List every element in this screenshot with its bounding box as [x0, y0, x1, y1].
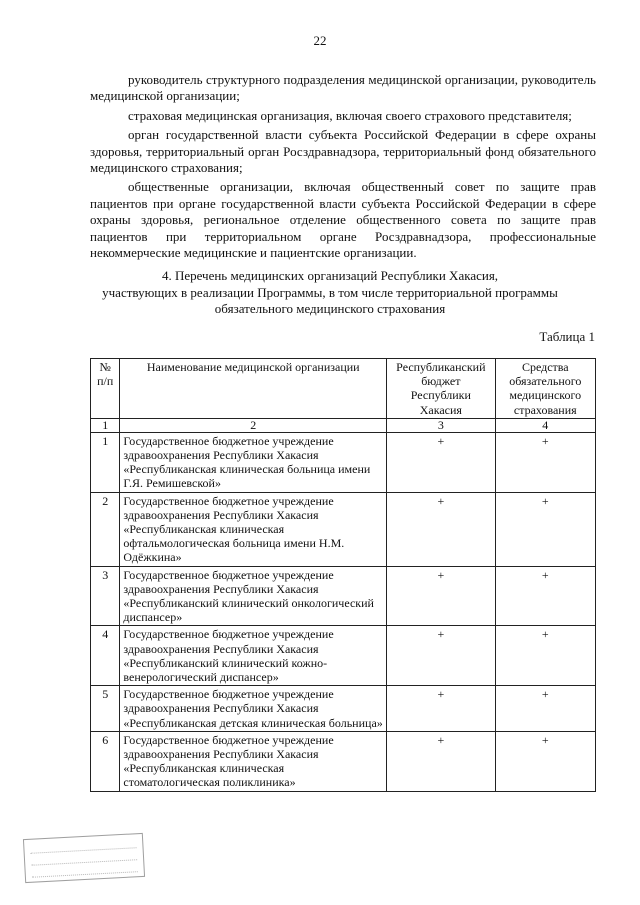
section-title-line: обязательного медицинского страхования	[214, 301, 446, 316]
header-name: Наименование медицинской организации	[120, 359, 387, 419]
paragraph: руководитель структурного подразделения медицинской организации, руководитель медицинской организации;	[90, 72, 596, 104]
oms-mark: +	[495, 626, 595, 686]
column-number: 3	[387, 418, 496, 432]
table-row	[91, 731, 596, 791]
republic-budget-mark: +	[387, 432, 496, 492]
paragraph: орган государственной власти субъекта Российской Федерации в сфере охраны здоровья, территориальный орган Росздравнадзора, территориальный фонд обязательного медицинского страхования;	[90, 127, 596, 176]
oms-mark: +	[495, 566, 595, 626]
row-number: 2	[91, 492, 120, 566]
republic-budget-mark: +	[387, 566, 496, 626]
section-title	[60, 268, 600, 318]
header-num: № п/п	[91, 359, 120, 419]
republic-budget-mark: +	[387, 492, 496, 566]
row-number: 6	[91, 731, 120, 791]
row-number: 5	[91, 686, 120, 732]
organization-name: Государственное бюджетное учреждение здравоохранения Республики Хакасия «Республиканская клиническая офтальмологическая больница имени Н.М. Одёжкина»	[120, 492, 387, 566]
organization-name: Государственное бюджетное учреждение здравоохранения Республики Хакасия «Республиканская клиническая стоматологическая поликлиника»	[120, 731, 387, 791]
republic-budget-mark: +	[387, 626, 496, 686]
section-title-line: 4. Перечень медицинских организаций Республики Хакасия,	[161, 268, 499, 283]
column-number: 1	[91, 418, 120, 432]
organization-name: Государственное бюджетное учреждение здравоохранения Республики Хакасия «Республиканская клиническая больница имени Г.Я. Ремишевской»	[120, 432, 387, 492]
oms-mark: +	[495, 492, 595, 566]
oms-mark: +	[495, 731, 595, 791]
row-number: 3	[91, 566, 120, 626]
section-title-line: участвующих в реализации Программы, в том числе территориальной программы	[102, 284, 558, 300]
table-row	[91, 626, 596, 686]
row-number: 1	[91, 432, 120, 492]
row-number: 4	[91, 626, 120, 686]
table-row	[91, 566, 596, 626]
page-number: 22	[313, 33, 327, 48]
column-number: 2	[120, 418, 387, 432]
table-caption: Таблица 1	[539, 329, 595, 344]
table-header-row	[91, 359, 596, 419]
table-row	[91, 686, 596, 732]
body-text	[90, 72, 596, 264]
column-numbers-row	[91, 418, 596, 432]
paragraph: страховая медицинская организация, включая своего страхового представителя;	[128, 107, 572, 123]
organization-name: Государственное бюджетное учреждение здравоохранения Республики Хакасия «Республиканский клинический кожно-венерологический диспансер»	[120, 626, 387, 686]
column-number: 4	[495, 418, 595, 432]
table-row	[91, 492, 596, 566]
registration-stamp	[23, 833, 145, 883]
organization-name: Государственное бюджетное учреждение здравоохранения Республики Хакасия «Республиканская детская клиническая больница»	[120, 686, 387, 732]
table-row	[91, 432, 596, 492]
organization-name: Государственное бюджетное учреждение здравоохранения Республики Хакасия «Республиканский клинический онкологический диспансер»	[120, 566, 387, 626]
header-republic-budget: Республиканский бюджет Республики Хакасия	[387, 359, 496, 419]
oms-mark: +	[495, 686, 595, 732]
organizations-table	[90, 358, 596, 792]
paragraph: общественные организации, включая общественный совет по защите прав пациентов при органе государственной власти субъекта Российской Федерации в сфере охраны здоровья, региональное отделение общественного совета по защите прав пациентов при территориальном органе Росздравнадзора, профессиональные некоммерческие медицинские и пациентские организации.	[90, 179, 596, 261]
republic-budget-mark: +	[387, 731, 496, 791]
oms-mark: +	[495, 432, 595, 492]
header-oms: Средства обязательного медицинского страхования	[495, 359, 595, 419]
republic-budget-mark: +	[387, 686, 496, 732]
